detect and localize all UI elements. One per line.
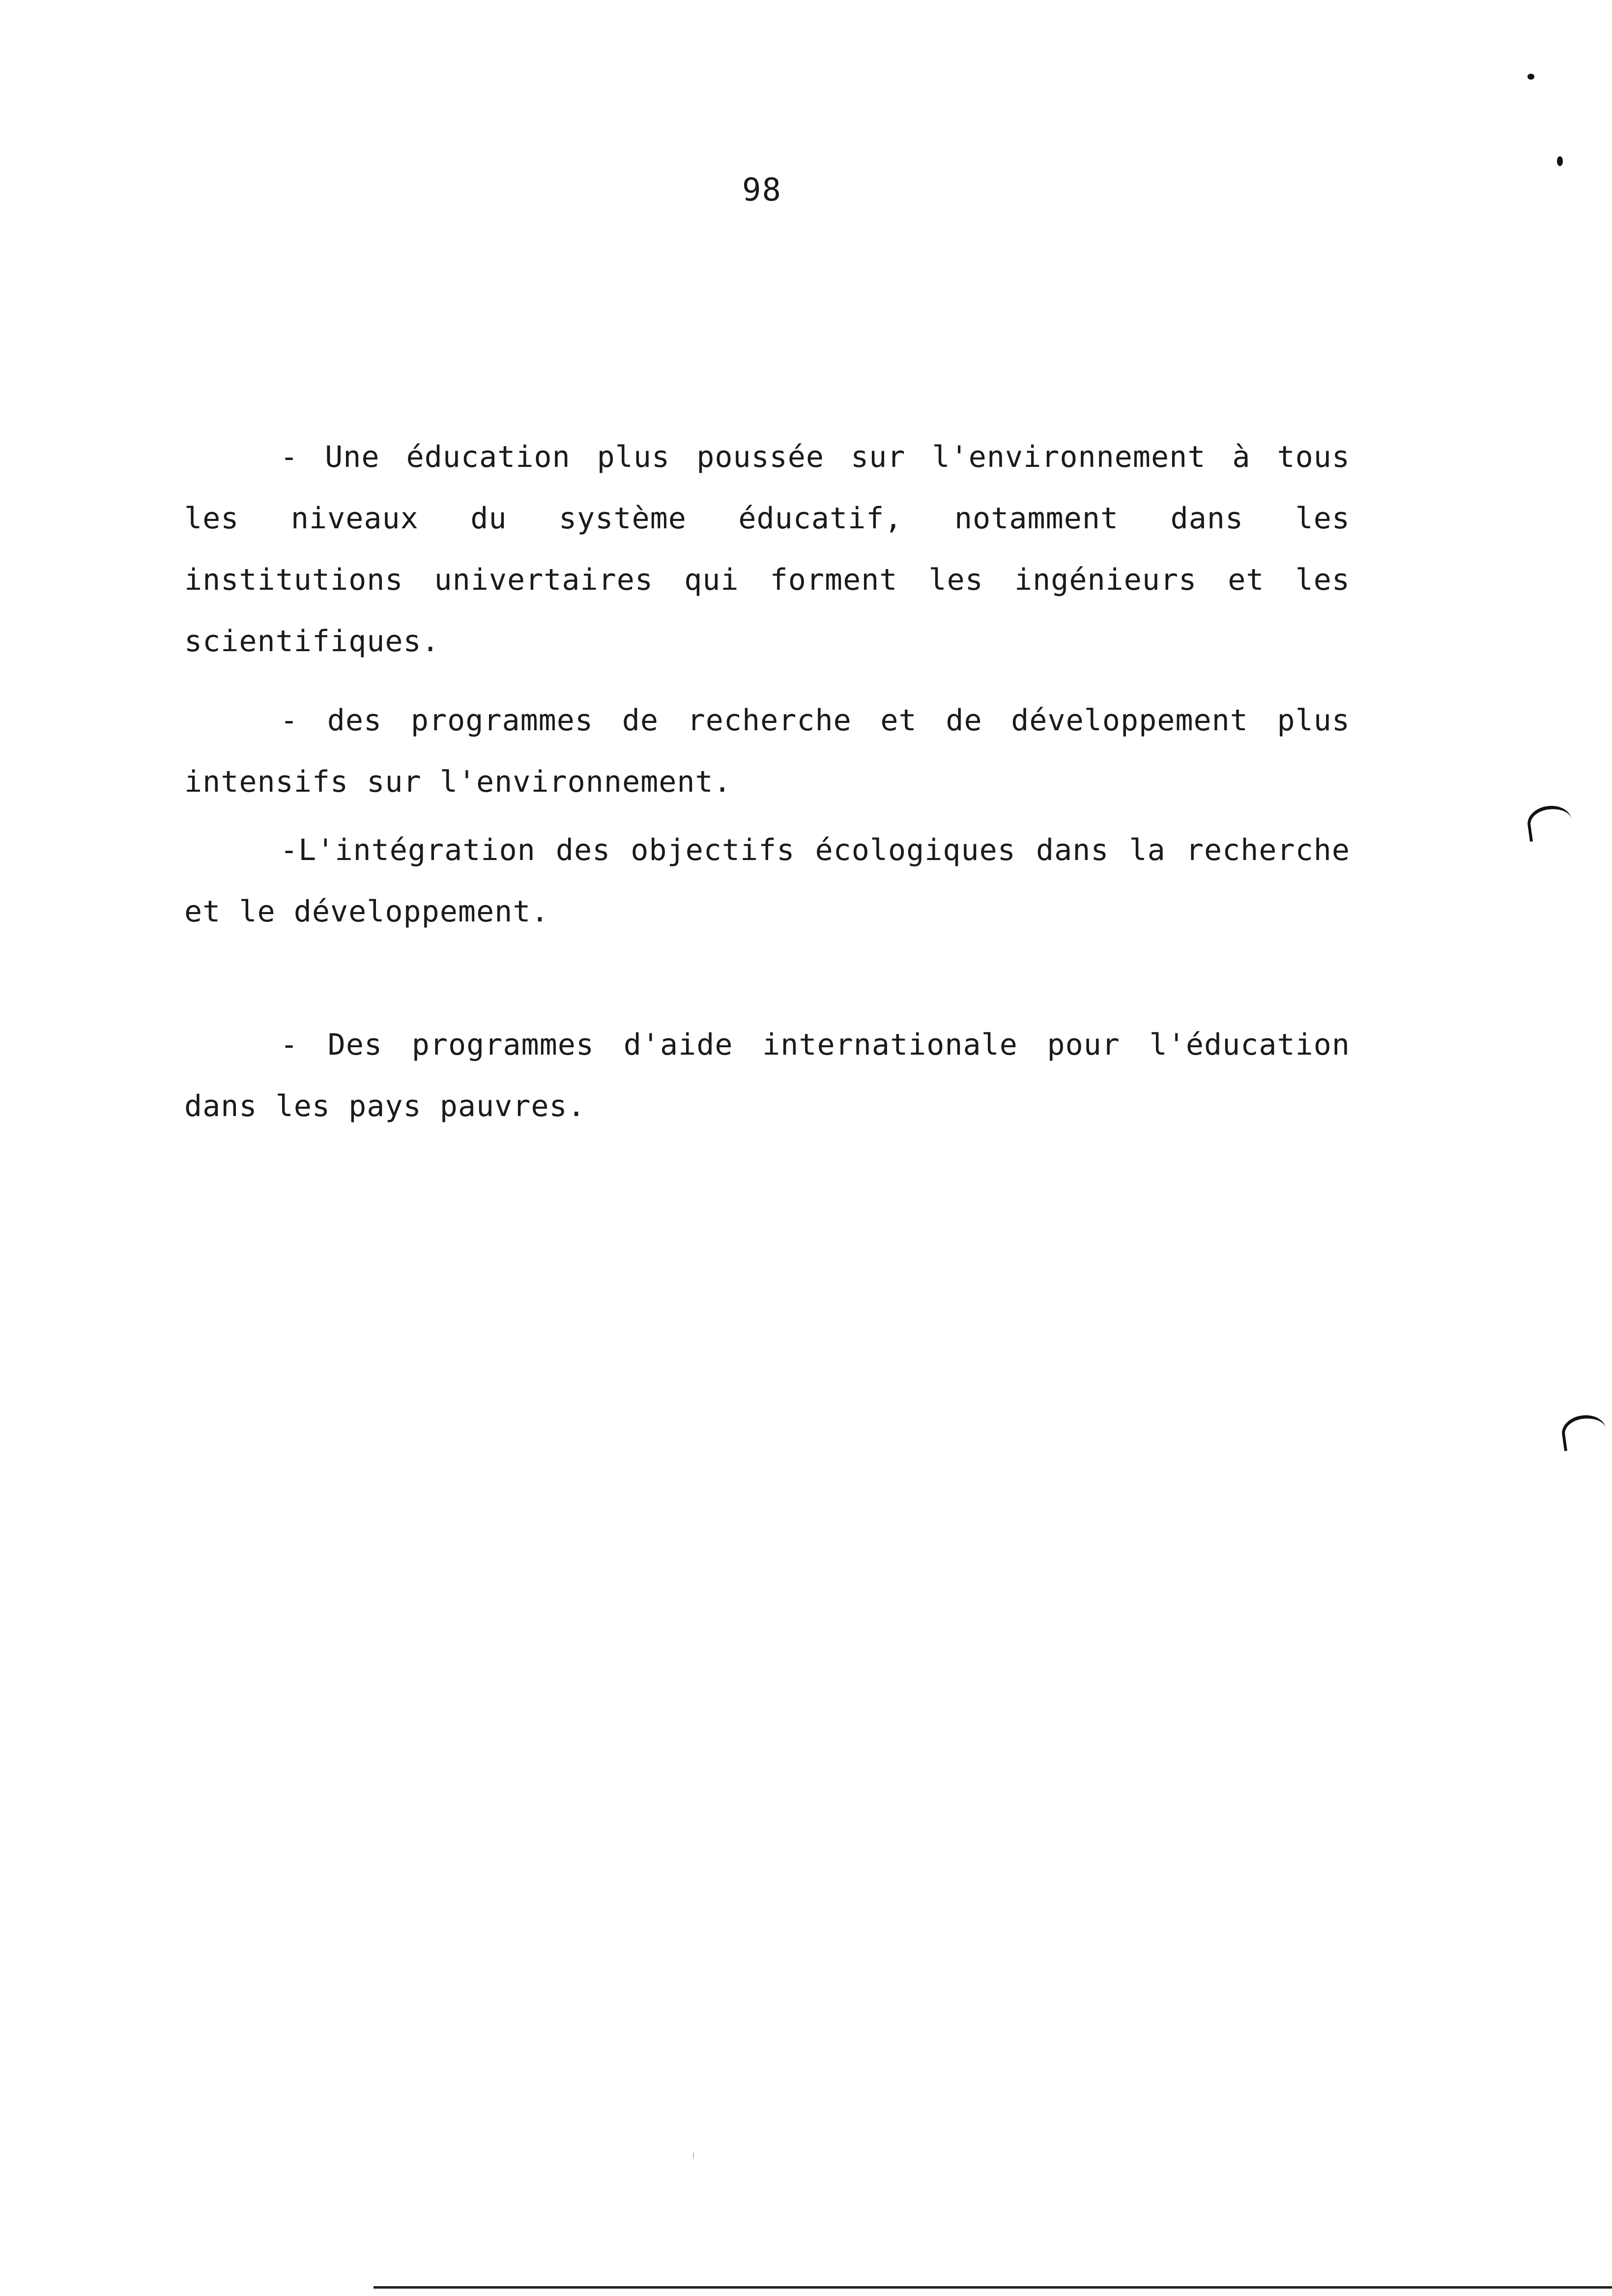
- scan-speck-mark: [1557, 156, 1563, 166]
- scan-arc-mark: [1526, 803, 1574, 842]
- paragraph-text: - Une éducation plus poussée sur l'environnement à tous les niveaux du système éducatif, notamment dans les institutions univertaires qui forment les ingénieurs et les scientifiques.: [184, 440, 1350, 659]
- paragraph-text: -L'intégration des objectifs écologiques dans la recherche et le développement.: [184, 833, 1350, 929]
- paragraph-ecological-objectives: [184, 820, 1350, 943]
- paragraph-text: - des programmes de recherche et de développement plus intensifs sur l'environnement.: [184, 703, 1350, 799]
- page-number: 98: [742, 172, 782, 208]
- scan-artifact: [693, 2152, 694, 2158]
- paragraph-research-programs: [184, 690, 1350, 813]
- scan-speck-mark: [1527, 74, 1534, 80]
- paragraph-text: - Des programmes d'aide internationale pour l'éducation dans les pays pauvres.: [184, 1028, 1350, 1123]
- scan-arc-mark: [1560, 1412, 1608, 1451]
- bottom-edge-line: [374, 2286, 1612, 2289]
- paragraph-environmental-education: [184, 427, 1350, 672]
- paragraph-international-aid: [184, 1014, 1350, 1137]
